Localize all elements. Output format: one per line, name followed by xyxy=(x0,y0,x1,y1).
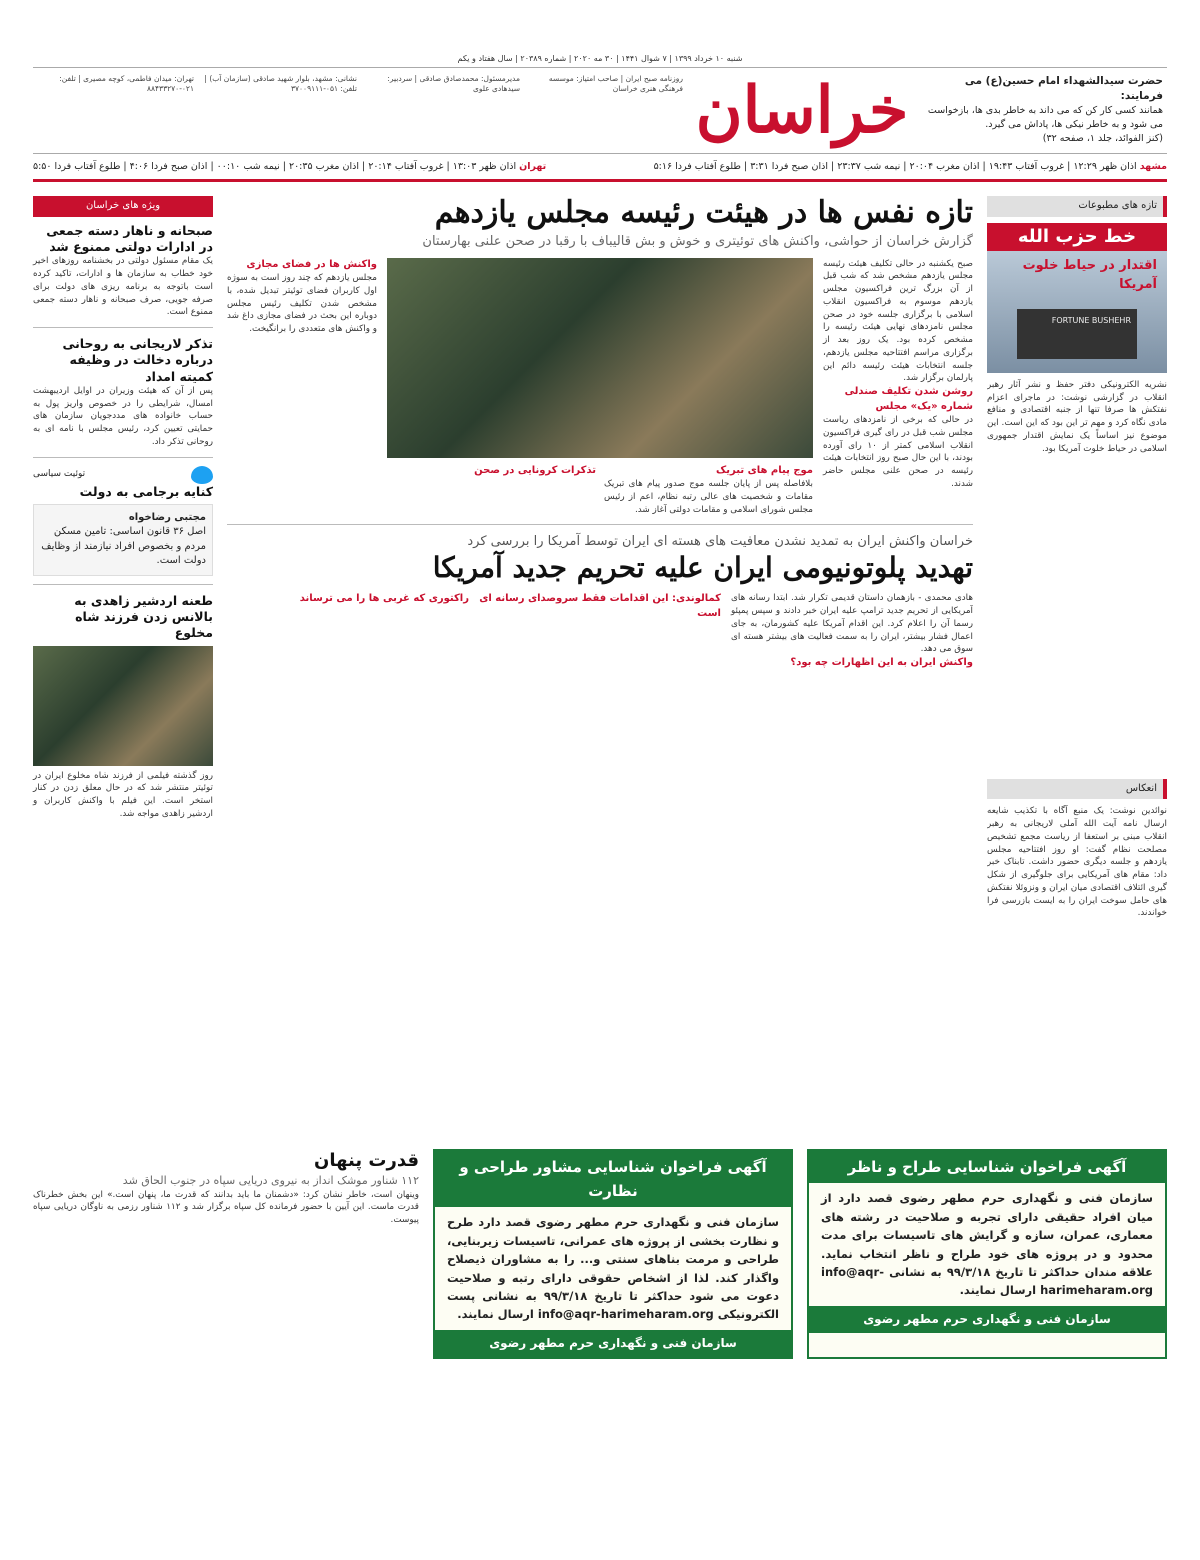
tweet-text: اصل ۳۶ قانون اساسی: تامین مسکن مردم و بخصوص افراد نیازمند از وظایف دولت است. xyxy=(41,526,206,567)
magazine-title: اقتدار در حیاط خلوت آمریکا xyxy=(1022,257,1157,292)
story-body: هادی محمدی - بازهمان داستان قدیمی تکرار شد. ابتدا رسانه های آمریکایی از تحریم جدید ترامپ علیه ایران خبر دادند و سپس پمپئو رسما آن را اعلام کرد. این اقدام آمریکا علیه کشورمان، به جای اعمال فشار بیشتر، ایران را به سمت فعالیت های بیشتر هسته ای سوق می دهد. xyxy=(731,593,973,655)
press-header: تازه های مطبوعات xyxy=(987,196,1167,217)
quote-text: همانند کسی کار کن که می داند به خاطر بدی ها، بازخواست می شود و به خاطر نیکی ها، پاداش می گیرد. xyxy=(927,105,1163,130)
main-body-1: صبح یکشنبه در حالی تکلیف هیئت رئیسه مجلس یازدهم مشخص شد که شب قبل از آن بزرگ ترین فراکسیون مجلس یازدهم موسوم به فراکسیون انقلاب اسلامی با برگزاری جلسه خود در صحن مجلس نامزدهای نهایی هیئت رئیسه را مشخص کرده بود. یک روز بعد از برگزاری مراسم افتتاحیه مجلس یازدهم، جلسه انتخابات هیئت رئیسه دائم این پارلمان برگزار شد. xyxy=(823,258,973,384)
ad-footer: سازمان فنی و نگهداری حرم مطهر رضوی xyxy=(809,1306,1165,1333)
story-sub: ۱۱۲ شناور موشک انداز به نیروی دریایی سپاه در جنوب الحاق شد xyxy=(122,1173,419,1187)
date-line: شنبه ۱۰ خرداد ۱۳۹۹ | ۷ شوال ۱۴۴۱ | ۳۰ مه ۲۰۲۰ | شماره ۲۰۳۸۹ | سال هفتاد و یکم xyxy=(33,48,1167,68)
second-headline: تهدید پلوتونیومی ایران علیه تحریم جدید آمریکا xyxy=(432,551,973,585)
section-heading: موج پیام های تبریک xyxy=(716,464,813,476)
info-line: مدیرمسئول: محمدصادق صادقی | سردبیر: سیدهادی علوی xyxy=(387,73,520,94)
reflect-header: انعکاس xyxy=(987,779,1167,800)
section-heading: روشن شدن تکلیف صندلی شماره «یک» مجلس xyxy=(844,386,973,412)
city-tehran: تهران xyxy=(519,160,547,172)
prayer-times-bar xyxy=(33,154,1167,183)
left-column xyxy=(33,196,213,1135)
section-heading: واکنش ها در فضای مجازی xyxy=(246,258,377,270)
ad-text: سازمان فنی و نگهداری حرم مطهر رضوی قصد دارد طرح و نظارت بخشی از پروژه های عمرانی، تاسیسات زیربنایی، طراحی و مرمت بناهای سنتی و... را به مشاوران ذیصلاح واگذار کند. لذا از اشخاص حقوقی دارای رتبه و صلاحیت دعوت می شود حداکثر تا تاریخ ۹۹/۳/۱۸ به نشانی پست الکترونیکی info@aqr-harimeharam.org ارسال نمایند. xyxy=(447,1215,779,1322)
ad-footer: سازمان فنی و نگهداری حرم مطهر رضوی xyxy=(435,1330,791,1357)
mashhad-times: اذان ظهر ۱۲:۲۹ | غروب آفتاب ۱۹:۴۳ | اذان مغرب ۲۰:۰۴ | نیمه شب ۲۳:۳۷ | اذان صبح فردا ۳:۳۱ | طلوع آفتاب فردا ۵:۱۶ xyxy=(653,160,1137,172)
parliament-photo xyxy=(387,258,813,458)
story-title: قدرت پنهان xyxy=(313,1150,419,1172)
main-body-4: مجلس یازدهم که چند روز است به سوژه اول کاربران فضای توئیتر تبدیل شده، با مشخص شدن تکلیف رئیس مجلس دوباره این بحث در فضای مجازی داغ شد و واکنش های متعددی را برانگیخت. xyxy=(227,273,377,335)
twitter-icon xyxy=(191,466,213,484)
reflect-text: نوائدین نوشت: یک منبع آگاه با تکذیب شایعه ارسال نامه آیت الله آملی لاریجانی به رهبر انقلاب مبنی بر استعفا از ریاست مجمع تشخیص مصلحت نظام گفت: او روز افتتاحیه مجلس یازدهم و جلسه دیگری حضور داشت. تابناک خبر داد: مقام های آمریکایی برای جلوگیری از شکل گیری ائتلاف اقتصادی میان ایران و ونزوئلا نفتکش های حامل سوخت ایران را به ایست بازرسی فرا خواندند. xyxy=(987,806,1167,919)
kicker: خراسان واکنش ایران به تمدید نشدن معافیت های هسته ای ایران توسط آمریکا را بررسی کرد xyxy=(467,534,973,550)
special-header: ویژه های خراسان xyxy=(33,196,213,217)
ad-title: آگهی فراخوان شناسایی طراح و ناظر xyxy=(809,1151,1165,1183)
ad-title: آگهی فراخوان شناسایی مشاور طراحی و نظارت xyxy=(435,1151,791,1207)
quote-title: حضرت سیدالشهداء امام حسین(ع) می فرمایند: xyxy=(964,74,1163,102)
info-line: تهران: میدان فاطمی، کوچه مصیری | تلفن: ۰۲۱-۸۸۴۳۳۲۷۰ xyxy=(59,73,194,94)
masthead-info xyxy=(33,68,687,153)
newspaper-page xyxy=(0,48,1200,1560)
section-heading: راکتوری که غربی ها را می ترساند xyxy=(299,593,469,605)
right-column xyxy=(987,196,1167,1135)
tehran-times: اذان ظهر ۱۳:۰۳ | غروب آفتاب ۲۰:۱۴ | اذان مغرب ۲۰:۳۵ | نیمه شب ۰۰:۱۰ | اذان صبح فردا ۴:۰۶ | طلوع آفتاب فردا ۵:۵۰ xyxy=(33,160,517,172)
bottom-strip xyxy=(33,1149,1167,1359)
magazine-name: خط حزب الله xyxy=(987,223,1167,251)
tweet-card xyxy=(33,504,213,576)
section-heading: کمالوندی: این اقدامات فقط سروصدای رسانه ای است xyxy=(479,593,721,619)
main-body-2: در حالی که برخی از نامزدهای ریاست مجلس شب قبل در رای گیری فراکسیون انقلاب اسلامی کمتر از ۱۰ رای آورده بودند، با این حال صبح روز انتخابات هیئت رئیسه در صحن علنی مجلس حاضر شدند. xyxy=(823,415,974,489)
section-heading: تذکرات کرونایی در صحن xyxy=(474,464,596,476)
tweet-title: کنایه برجامی به دولت xyxy=(79,483,213,499)
left-headline-3: طعنه اردشیر زاهدی به بالانس زدن فرزند شاه مخلوع xyxy=(74,592,213,641)
main-body-3: بلافاصله پس از پایان جلسه موج صدور پیام های تبریک مقامات و شخصیت های عالی رتبه نظام، اعم از رئیس مجلس شورای اسلامی و مقامات دولتی آغاز شد. xyxy=(604,479,813,515)
left-headline-1: صبحانه و ناهار دسته جمعی در ادارات دولتی ممنوع شد xyxy=(46,222,213,255)
press-text: نشریه الکترونیکی دفتر حفظ و نشر آثار رهبر انقلاب در گزارشی نوشت: در ماجرای اعزام نفتکش ها صرفا تنها از جنبه اقتصادی و منافع مادی نگاه کرد و مهم تر این بود که این است. این موضوع نیز اساساً یک نمایش اقتدار جمهوری اسلامی در حیاط خلوت آمریکا بود. xyxy=(987,379,1167,454)
main-column xyxy=(227,196,973,1135)
city-mashhad: مشهد xyxy=(1139,160,1167,172)
ad-designer xyxy=(807,1149,1167,1359)
left-headline-2: تذکر لاریجانی به روحانی درباره دخالت در وظیفه کمیته امداد xyxy=(62,336,213,384)
quote-box xyxy=(917,68,1167,153)
section-heading: واکنش ایران به این اظهارات چه بود؟ xyxy=(790,657,973,669)
hidden-power-story xyxy=(33,1149,419,1359)
info-line: روزنامه صبح ایران | صاحب امتیاز: موسسه فرهنگی هنری خراسان xyxy=(548,73,683,94)
ad-text: سازمان فنی و نگهداری حرم مطهر رضوی قصد دارد از میان افراد حقیقی دارای تجربه و صلاحیت در رشته های معماری، عمران، سازه و گرایش های تاسیسات برای مدت محدود و در پروژه های خود طراح و ناظر انتخاب نماید. علاقه مندان حداکثر تا تاریخ ۹۹/۳/۱۸ به نشانی info@aqr-harimeharam.org ارسال نمایند. xyxy=(821,1191,1153,1298)
newspaper-logo: خراسان xyxy=(695,72,909,148)
info-line: نشانی: مشهد، بلوار شهید صادقی (سازمان آب) | تلفن: ۰۵۱-۳۷۰۰۹۱۱۱ xyxy=(204,73,357,94)
story-text: وینهان است، خاطر نشان کرد: «دشمنان ما باید بدانند که قدرت ما، پنهان است.» این بخش خطرناک قدرت ماست. این آیین با حضور فرمانده کل سپاه برگزار شد و ۱۱۲ شناور رزمی به ناوگان دریایی سپاه پیوست. xyxy=(33,1189,419,1226)
ship-image: FORTUNE BUSHEHR xyxy=(1017,309,1137,359)
tweet-section-head: توئیت سیاسی xyxy=(33,469,86,480)
masthead xyxy=(33,68,1167,154)
quote-source: (کنز الفوائد، جلد ۱، صفحه ۳۲) xyxy=(1042,132,1163,144)
left-text-3: روز گذشته فیلمی از فرزند شاه مخلوع ایران در توئیتر منتشر شد که در حال معلق زدن در کنار استخر است. این فیلم با واکنش کاربران و اردشیر زاهدی مواجه شد. xyxy=(33,770,213,819)
ad-consultant xyxy=(433,1149,793,1359)
main-subhead: گزارش خراسان از حواشی، واکنش های توئیتری و خوش و بش قالیباف با رقبا در صحن علنی بهارستان xyxy=(422,233,973,249)
tweet-user: مجتبی رضاخواه xyxy=(128,511,206,523)
news-photo xyxy=(33,646,213,766)
left-text-2: پس از آن که هیئت وزیران در اوایل اردیبهشت امسال، شرایطی را در خصوص واریز پول به حساب خانواده های مددجویان سازمان های حمایتی تعیین کرد، رئیس مجلس با نامه ای به روحانی تذکر داد. xyxy=(33,385,213,447)
left-text-1: یک مقام مسئول دولتی در بخشنامه روزهای اخیر خود خطاب به سازمان ها و ادارات، تاکید کرده است باتوجه به برنامه ریزی های دولت برای صرفه جویی، صرف صبحانه و ناهار دسته جمعی ممنوع است. xyxy=(33,256,213,318)
main-headline: تازه نفس ها در هیئت رئیسه مجلس یازدهم xyxy=(434,195,973,231)
magazine-cover xyxy=(987,223,1167,373)
